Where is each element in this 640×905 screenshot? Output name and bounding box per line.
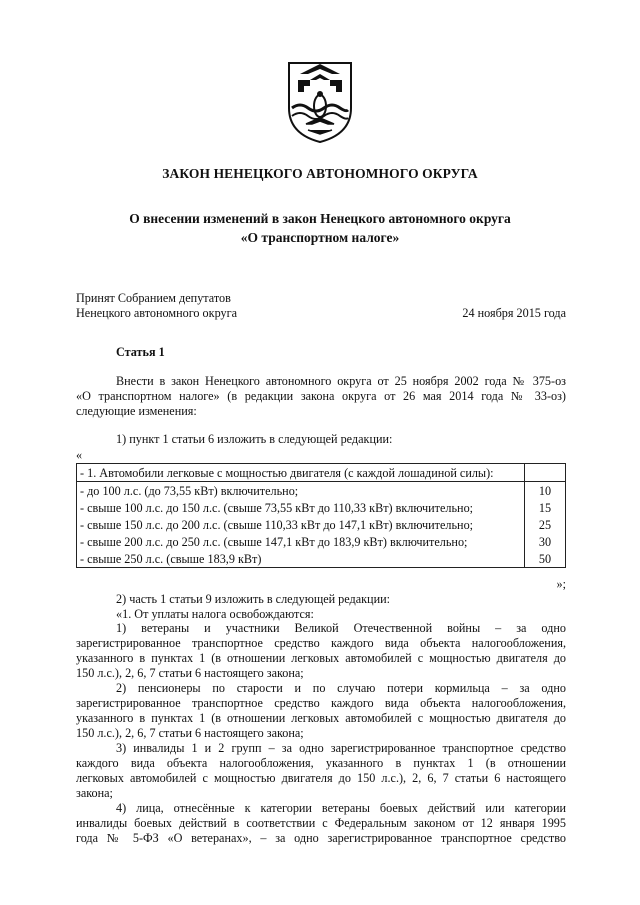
- law-subtitle-line1: О внесении изменений в закон Ненецкого автономного округа: [129, 211, 511, 226]
- amendment-item2: 2) часть 1 статьи 9 изложить в следующей редакции:: [116, 592, 391, 606]
- article-intro-line3: следующие изменения:: [76, 404, 197, 418]
- exemption-2-line2: зарегистрированное транспортное средство каждого вида объекта налогообложения,: [76, 696, 566, 710]
- exemption-3-line3: легковых автомобилей с мощностью двигателя до 150 л.с.), 2, 6, 7 статьи 6 настоящего: [76, 771, 566, 785]
- table-label-cell: - свыше 250 л.с. (свыше 183,9 кВт): [77, 550, 525, 568]
- exemption-2-line4: 150 л.с.), 2, 6, 7 статьи 6 настоящего закона;: [76, 726, 304, 740]
- table-value-cell: 15: [525, 499, 566, 516]
- law-title: ЗАКОН НЕНЕЦКОГО АВТОНОМНОГО ОКРУГА: [162, 166, 478, 181]
- exemption-4-line1: 4) лица, отнесённые к категории ветераны боевых действий или категории: [116, 801, 566, 815]
- table-label-cell: - свыше 200 л.с. до 250 л.с. (свыше 147,1 кВт до 183,9 кВт) включительно;: [77, 533, 525, 550]
- coat-of-arms-emblem: [286, 60, 354, 144]
- table-label-cell: - до 100 л.с. (до 73,55 кВт) включительно;: [77, 482, 525, 500]
- exemption-1-line4: 150 л.с.), 2, 6, 7 статьи 6 настоящего закона;: [76, 666, 304, 680]
- article-heading: Статья 1: [116, 345, 165, 359]
- table-row: [77, 516, 566, 533]
- article-intro-line1: Внести в закон Ненецкого автономного округа от 25 ноября 2002 года № 375-оз: [116, 374, 566, 388]
- table-row: [77, 533, 566, 550]
- table-row: [77, 482, 566, 500]
- exemption-3-line1: 3) инвалиды 1 и 2 групп – за одно зарегистрированное транспортное средство: [116, 741, 566, 755]
- adoption-date: 24 ноября 2015 года: [462, 306, 566, 320]
- exemption-4-line3: года № 5-ФЗ «О ветеранах», – за одно зарегистрированное транспортное средство: [76, 831, 566, 845]
- article-intro-line2: «О транспортном налоге» (в редакции закона округа от 26 мая 2014 года № 33-оз): [76, 389, 566, 403]
- exemption-1-line2: зарегистрированное транспортное средство каждого вида объекта налогообложения,: [76, 636, 566, 650]
- exemption-4-line2: инвалиды боевых действий в соответствии с Федеральным законом от 12 января 1995: [76, 816, 566, 830]
- table-row: [77, 499, 566, 516]
- open-quote: «: [76, 448, 83, 462]
- table-value-cell: 10: [525, 482, 566, 500]
- exemption-1-line1: 1) ветераны и участники Великой Отечественной войны – за одно: [116, 621, 566, 635]
- table-header-cell: - 1. Автомобили легковые с мощностью двигателя (с каждой лошадиной силы):: [77, 464, 525, 482]
- exemption-3-line4: закона;: [76, 786, 113, 800]
- tax-rates-table: [76, 463, 566, 568]
- exemption-intro: «1. От уплаты налога освобождаются:: [116, 607, 314, 621]
- amendment-item1: 1) пункт 1 статьи 6 изложить в следующей редакции:: [116, 432, 393, 446]
- table-value-cell: 50: [525, 550, 566, 568]
- adoption-line1: Принят Собранием депутатов: [76, 291, 231, 305]
- exemption-3-line2: каждого вида объекта налогообложения, указанного в пунктах 1 (в отношении: [76, 756, 566, 770]
- table-row: [77, 464, 566, 482]
- exemption-2-line3: указанного в пунктах 1 (в отношении легковых автомобилей с мощностью двигателя до: [76, 711, 566, 725]
- table-label-cell: - свыше 150 л.с. до 200 л.с. (свыше 110,33 кВт до 147,1 кВт) включительно;: [77, 516, 525, 533]
- table-row: [77, 550, 566, 568]
- adoption-line2: Ненецкого автономного округа: [76, 306, 238, 320]
- exemption-2-line1: 2) пенсионеры по старости и по случаю потери кормильца – за одно: [116, 681, 566, 695]
- table-value-cell: [525, 464, 566, 482]
- law-subtitle-line2: «О транспортном налоге»: [240, 230, 400, 245]
- close-quote: »;: [556, 577, 566, 591]
- table-label-cell: - свыше 100 л.с. до 150 л.с. (свыше 73,55 кВт до 110,33 кВт) включительно;: [77, 499, 525, 516]
- table-value-cell: 30: [525, 533, 566, 550]
- table-value-cell: 25: [525, 516, 566, 533]
- exemption-1-line3: указанного в пунктах 1 (в отношении легковых автомобилей с мощностью двигателя до: [76, 651, 566, 665]
